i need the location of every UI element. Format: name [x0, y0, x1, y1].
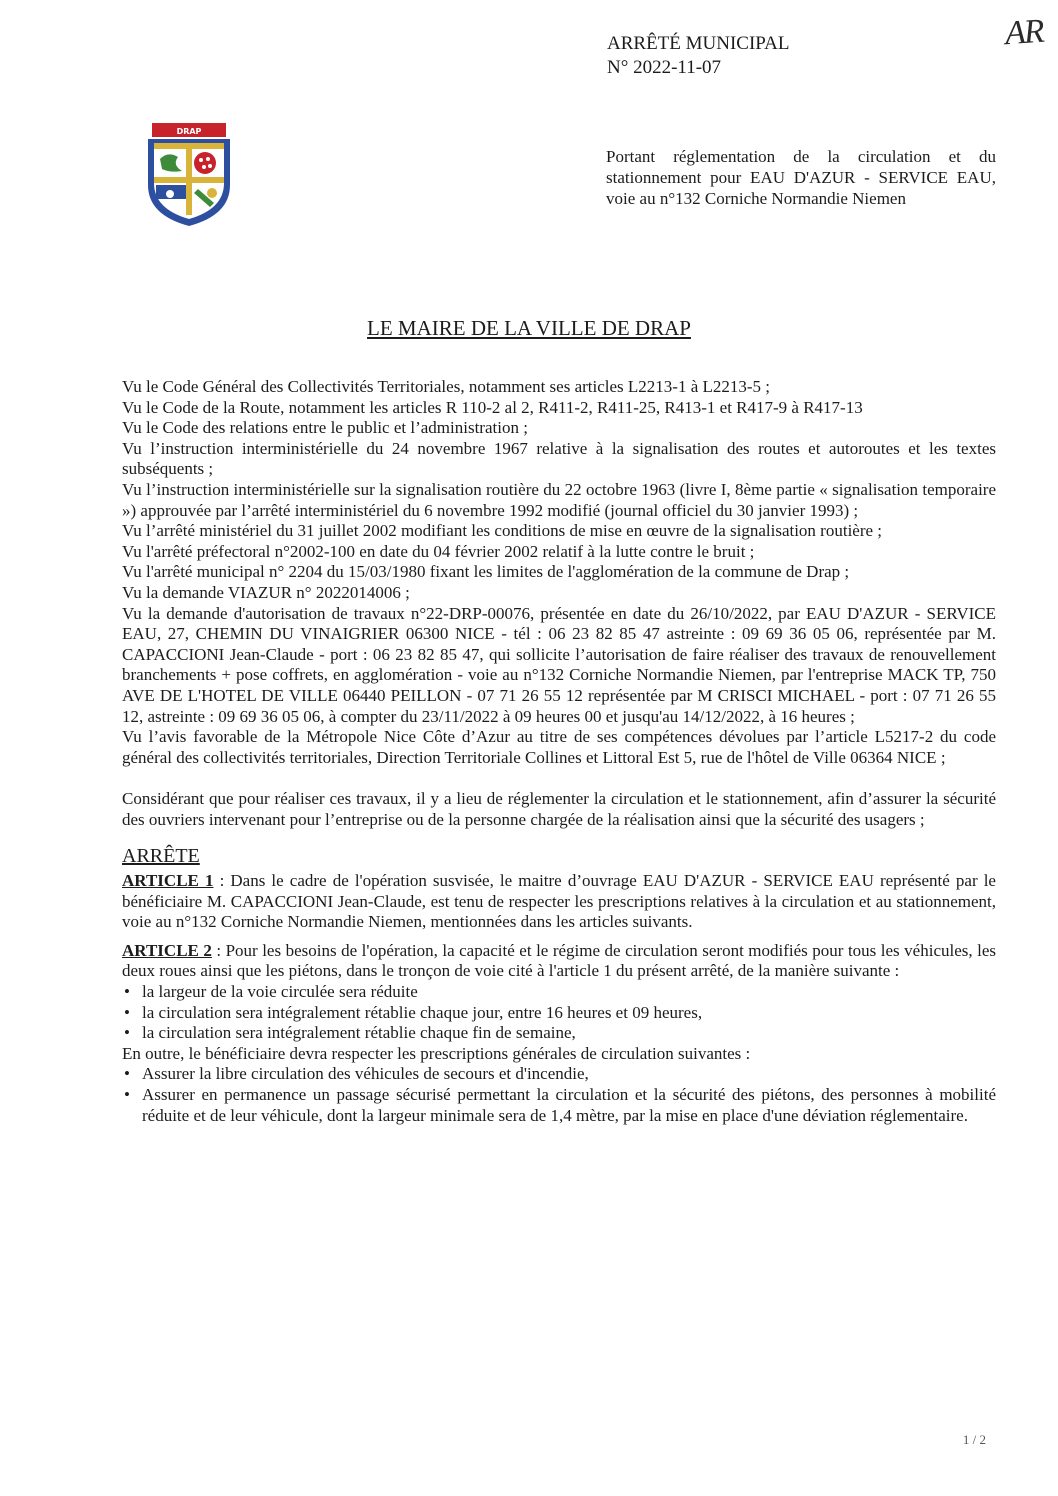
vu-clause: Vu le Code de la Route, notamment les articles R 110-2 al 2, R411-2, R411-25, R413-1 et R417-9 à R417-13 — [122, 397, 863, 417]
vu-clause: Vu l’avis favorable de la Métropole Nice Côte d’Azur au titre de ses compétences dévolues par l’article L5217-2 du code général des collectivités territoriales, Direction Territoriale Collines et Littoral Est 5, rue de l'hôtel de Ville 06364 NICE ; — [122, 727, 996, 767]
list-item: • la circulation sera intégralement rétablie chaque fin de semaine, — [122, 1023, 996, 1044]
vu-clause: Vu l’instruction interministérielle sur la signalisation routière du 22 octobre 1963 (livre I, 8ème partie « signalisation temporaire ») approuvée par l’arrêté interministériel du 6 novembre 1992 modifié (journal officiel du 30 janvier 1993) ; — [122, 479, 996, 520]
vu-clause: Vu l'arrêté municipal n° 2204 du 15/03/1980 fixant les limites de l'agglomération de la commune de Drap ; — [122, 562, 850, 582]
considerant-paragraph: Considérant que pour réaliser ces travaux, il y a lieu de réglementer la circulation et le stationnement, afin d’assurer la sécurité des ouvriers intervenant pour l’entreprise ou de la personne chargée de la réalisation ainsi que la sécurité des usagers ; — [122, 789, 996, 829]
article-2-prescriptions-list — [122, 1064, 996, 1126]
document-body — [122, 377, 996, 1126]
article-2 — [122, 941, 996, 982]
arrete-title: ARRÊTE — [122, 845, 200, 868]
article-1 — [122, 871, 996, 933]
vu-clause: Vu l’arrêté ministériel du 31 juillet 2002 modifiant les conditions de mise en œuvre de la signalisation routière ; — [122, 521, 883, 541]
article-2-text: : Pour les besoins de l'opération, la capacité et le régime de circulation seront modifiés pour tous les véhicules, les deux roues ainsi que les piétons, dans le tronçon de voie cité à l'article 1 du présent arrêté, de la manière suivante : — [122, 940, 996, 981]
page-number: 1 / 2 — [962, 1432, 986, 1447]
svg-text:DRAP: DRAP — [176, 127, 202, 136]
header-title: ARRÊTÉ MUNICIPAL — [607, 33, 790, 54]
vu-clause: Vu le Code des relations entre le public et l’administration ; — [122, 418, 528, 438]
vu-clause: Vu l'arrêté préfectoral n°2002-100 en date du 04 février 2002 relatif à la lutte contre le bruit ; — [122, 541, 755, 561]
list-item: • la largeur de la voie circulée sera réduite — [122, 982, 996, 1003]
list-item: • Assurer en permanence un passage sécurisé permettant la circulation et la sécurité des piétons, des personnes à mobilité réduite et de leur véhicule, dont la largeur minimale sera de 1,4 mètre, par la mise en place d'une déviation réglementaire. — [122, 1085, 996, 1126]
article-2-traffic-list — [122, 982, 996, 1044]
vu-clause: Vu l’instruction interministérielle du 24 novembre 1967 relative à la signalisation des routes et autoroutes et les textes subséquents ; — [122, 438, 996, 479]
article-2-outre: En outre, le bénéficiaire devra respecter les prescriptions générales de circulation suivantes : — [122, 1043, 751, 1063]
article-2-label: ARTICLE 2 — [122, 940, 212, 960]
handwritten-initials: AR — [1003, 12, 1044, 53]
vu-clause: Vu la demande d'autorisation de travaux n°22-DRP-00076, présentée en date du 26/10/2022, par EAU D'AZUR - SERVICE EAU, 27, CHEMIN DU VINAIGRIER 06300 NICE - tél : 06 23 82 85 47 astreinte : 09 69 36 05 06, représentée par M. CAPACCIONI Jean-Claude - port : 06 23 82 85 47, qui sollicite l’autorisation de faire réaliser des travaux de renouvellement branchements + pose coffrets, en agglomération - voie au n°132 Corniche Normandie Niemen, par l'entreprise MACK TP, 750 AVE DE L'HOTEL DE VILLE 06440 PEILLON - 07 71 26 55 12 représentée par M CRISCI MICHAEL - port : 07 71 26 55 12, astreinte : 09 69 36 05 06, à compter du 23/11/2022 à 09 heures 00 et jusqu'au 14/12/2022, à 16 heures ; — [122, 603, 996, 726]
subject-paragraph: Portant réglementation de la circulation et du stationnement pour EAU D'AZUR - SERVICE EAU, voie au n°132 Corniche Normandie Niemen — [606, 147, 996, 208]
list-item: • Assurer la libre circulation des véhicules de secours et d'incendie, — [122, 1064, 996, 1085]
article-1-text: : Dans le cadre de l'opération susvisée, le maitre d’ouvrage EAU D'AZUR - SERVICE EAU représenté par le bénéficiaire M. CAPACCIONI Jean-Claude, est tenu de respecter les prescriptions relatives à la circulation et au stationnement, voie au n°132 Corniche Normandie Niemen, mentionnées dans les articles suivants. — [122, 871, 996, 932]
list-item: • la circulation sera intégralement rétablie chaque jour, entre 16 heures et 09 heures, — [122, 1003, 996, 1024]
city-crest-logo — [144, 123, 234, 228]
vu-clause: Vu la demande VIAZUR n° 2022014006 ; — [122, 582, 410, 602]
article-1-label: ARTICLE 1 — [122, 871, 214, 891]
document-header — [607, 32, 789, 80]
vu-clause: Vu le Code Général des Collectivités Territoriales, notamment ses articles L2213-1 à L2213-5 ; — [122, 377, 771, 396]
mayor-title: LE MAIRE DE LA VILLE DE DRAP — [367, 316, 691, 340]
header-number: N° 2022-11-07 — [607, 57, 722, 78]
